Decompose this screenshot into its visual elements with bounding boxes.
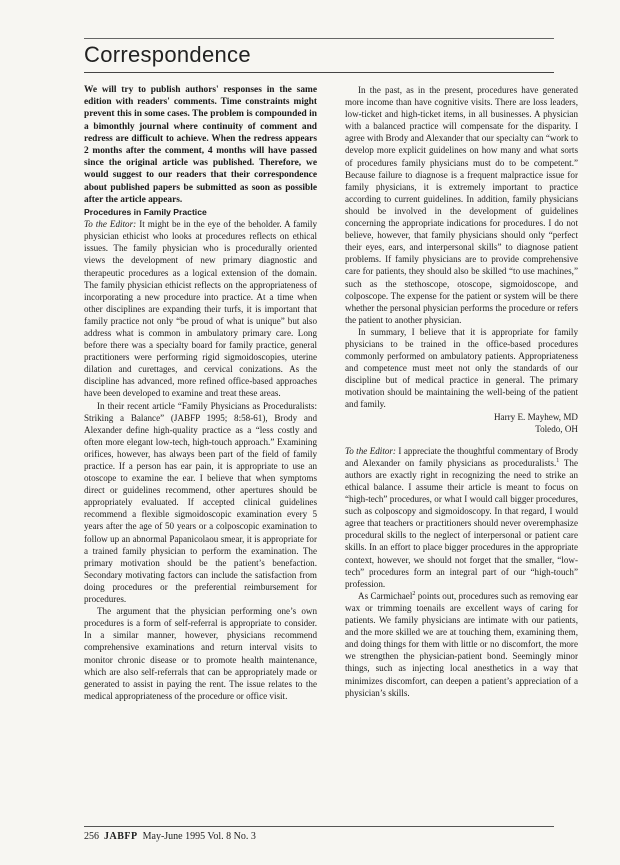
letter2-p2-text-a: As Carmichael — [358, 590, 413, 601]
letter-separator — [345, 435, 578, 445]
reference-marker-2: 2 — [412, 590, 416, 597]
editor-note: We will try to publish authors' responses in the same edition with readers' comments. Time constraints might prevent this in some cases. The problem is compounded in a bimonthly journal where continuity of comment and redress are difficult to achieve. When the redress appears 2 months after the comment, 4 months will have passed since the original article was published. Therefore, we would suggest to our readers that their correspondence about published papers be submitted as soon as possible after the article appears. — [84, 85, 317, 205]
letter1-p1-text: It might be in the eye of the beholder. A family physician ethicist who looks at procedures reflects on ethical issues. The family physician who is procedurally oriented views the development of new primary diagnostic and therapeutic procedures as a logical extension of the domain. The family physician ethicist reflects on the appropriateness of incorporating a new procedure into practice. At a time when other disciplines are expanding their turfs, it is important that family practice not only “be proud of what is unique” but also address what is common in ambulatory primary care. Long before there was a specialty board for family practice, general practitioners were performing rigid sigmoidoscopies, uterine dilation and curettages, and cervical conizations. As the discipline has advanced, more refined office-based approaches have been developed to examine and treat these areas. — [84, 219, 317, 399]
letter1-paragraph-5: In summary, I believe that it is appropriate for family physicians to be trained in the office-based procedures commonly performed on ambulatory patients. Appropriateness and competence must meet not only the standards of our discipline but of medical practice in general. The primary motivation should be maintaining the well-being of the patient and family. — [345, 326, 578, 410]
letter1-paragraph-3: The argument that the physician performing one’s own procedures is a form of self-referral is appropriate to consider. In a similar manner, however, physicians recommend comprehensive examinations and return interval visits to monitor chronic disease or to promote health maintenance, which are also self-referrals that can be appropriately made or generated to assist in paying the rent. The issue relates to the medical appropriateness of the procedure or office visit. — [84, 606, 317, 701]
letter2-salutation: To the Editor: — [345, 445, 396, 456]
right-column — [345, 84, 578, 699]
letter2-paragraph-2 — [345, 590, 578, 699]
letter2-p1-text-b: The authors are exactly right in recognizing the need to strike an ethical balance. I assume their article is meant to focus on “high-tech” procedures, or what I would call bigger procedures, such as colposcopy and sigmoidoscopy. In that regard, I would agree that teachers or practitioners should never overemphasize procedural skills to the neglect of interpersonal or patient care skills. In an effort to place bigger procedures in the appropriate context, however, we should not forget that the smaller, “low-tech” procedures form an integral part of our “high-touch” profession. — [345, 457, 578, 589]
journal-name: JABFP — [104, 831, 138, 842]
letter2-p1-text-a: I appreciate the thoughtful commentary of Brody and Alexander on family physicians as proceduralists. — [345, 445, 578, 468]
page-footer — [84, 831, 256, 842]
top-rule — [84, 38, 554, 39]
title-rule — [84, 72, 554, 73]
letter1-paragraph-4: In the past, as in the present, procedures have generated more income than have cognitive visits. There are loss leaders, low-ticket and high-ticket items, in all businesses. A physician with a balanced practice will compensate for the disparity. I agree with Brody and Alexander that our specialty can “work to develop more explicit guidelines on how many and what sorts of procedures family physicians must do to be competent.” Because failure to diagnose is a frequent malpractice issue for family physicians, it is extremely important to practice according to current guidelines. In addition, family physicians should be involved in the development of guidelines concerning the appropriate indications for procedures. I do not believe, however, that family physicians should only “perfect their eyes, ears, and interpersonal skills” to diagnose patient problems. If family physicians are to provide comprehensive care for patients, they should also be skilled “to use machines,” such as the stethoscope, otoscope, sigmoidoscope, and colposcope. The expense for the patient or system will be there whether the personal physician performs the procedure or refers the patient to another physician. — [345, 85, 578, 325]
letter2-p2-text-b: points out, procedures such as removing ear wax or trimming toenails are excellent ways of caring for patients. We family physicians are intimate with our patients, and the more skilled we are at touching them, examining them, and doing things for them with little or no discomfort, the more we strengthen the physician-patient bond. Seemingly minor things, such as injecting local anesthetics in a way that minimizes discomfort, can deepen a patient’s appreciation of a physician’s skills. — [345, 590, 578, 698]
page-number: 256 — [84, 831, 99, 842]
reference-marker-1: 1 — [556, 457, 560, 464]
letter2-paragraph-1 — [345, 445, 578, 590]
letter-heading: Procedures in Family Practice — [84, 207, 207, 218]
footer-rule — [84, 826, 554, 827]
letter1-salutation: To the Editor: — [84, 219, 137, 230]
letter1-paragraph-2: In their recent article “Family Physicians as Proceduralists: Striking a Balance” (JABFP 1995; 8:58-61), Brody and Alexander define high-quality practice as a “less costly and often more elegant low-tech, high-touch approach.” Examining orifices, however, has always been part of the field of family practice. If a person has ear pain, it is appropriate to use an otoscope to examine the ear. I believe that when symptoms direct or guidelines recommend, other apertures should be appropriately evaluated. If accepted clinical guidelines recommend a flexible sigmoidoscopic examination every 5 years after the age of 50 years or a colposcopic examination to follow up an abnormal Papanicolaou smear, it is appropriate for a trained family physician to perform the examination. The primary motivation should be the patient’s benefaction. Secondary motivating factors can include the satisfaction from doing procedures or the preferential reimbursement for procedures. — [84, 400, 317, 605]
page-title: Correspondence — [84, 42, 251, 67]
signature-place: Toledo, OH — [535, 423, 578, 434]
issue-info: May-June 1995 Vol. 8 No. 3 — [142, 831, 256, 842]
signature-name: Harry E. Mayhew, MD — [493, 411, 578, 422]
letter1-paragraph-1 — [84, 218, 317, 399]
left-column — [84, 84, 317, 702]
